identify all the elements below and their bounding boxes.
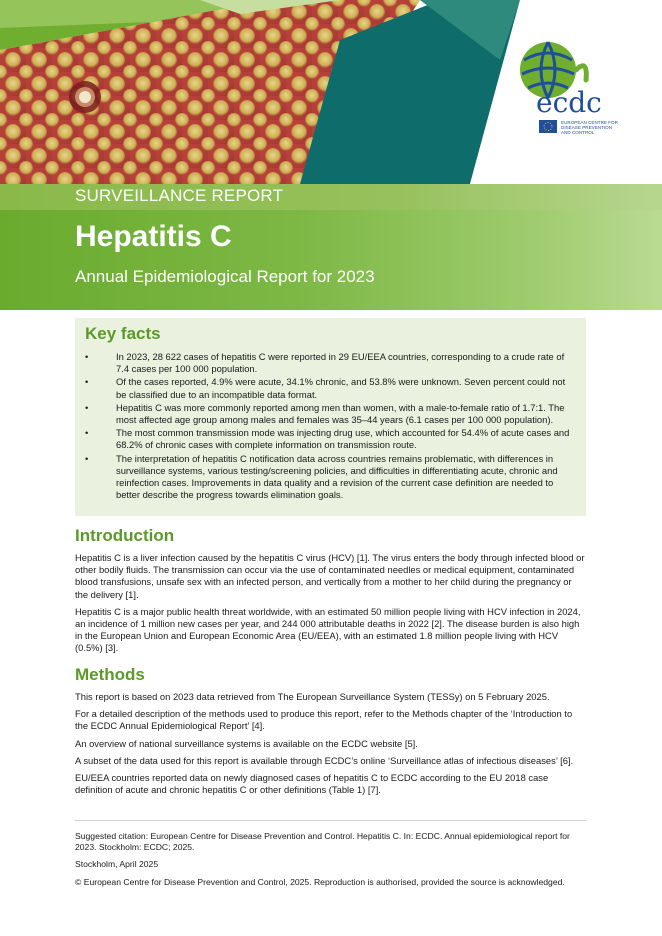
introduction-paragraph: Hepatitis C is a liver infection caused by the hepatitis C virus (HCV) [1]. The virus enters the body through infected blood or other bodily fluids. The transmission can occur via the use of contaminated needles or medical equipment, contaminated blood transfusions, unsafe sex with an infected person, and vertically from a mother to her child during the pregnancy or the delivery [1].: [75, 552, 585, 600]
bullet-icon: •: [85, 401, 89, 413]
key-fact-item: • The most common transmission mode was injecting drug use, which accounted for 54.4% of acute cases and 68.2% of chronic cases with complete information on transmission route.: [85, 427, 570, 451]
footer: [75, 820, 587, 894]
methods-paragraph: For a detailed description of the methods used to produce this report, refer to the Methods chapter of the ‘Introduction to the ECDC Annual Epidemiological Report’ [4].: [75, 708, 573, 732]
key-fact-item: • Hepatitis C was more commonly reported among men than women, with a male-to-female ratio of 1.7:1. The most affected age group among males and females was 35–44 years (6.1 cases per 100 000 population).: [85, 401, 565, 426]
bullet-icon: •: [85, 376, 89, 388]
introduction-section: [75, 526, 587, 660]
methods-paragraph: This report is based on 2023 data retrieved from The European Surveillance System (TESSy) on 5 February 2025.: [75, 691, 550, 702]
suggested-citation: Suggested citation: European Centre for Disease Prevention and Control. Hepatitis C. In: ECDC. Annual epidemiological report for 2023. Stockholm: ECDC; 2025.: [75, 831, 570, 853]
svg-text:DISEASE PREVENTION: DISEASE PREVENTION: [561, 125, 613, 130]
bullet-icon: •: [85, 427, 89, 439]
key-facts-box: [75, 318, 586, 516]
methods-paragraph: EU/EEA countries reported data on newly diagnosed cases of hepatitis C to ECDC according to the EU 2018 case definition of acute and chronic hepatitis C or other definitions (Table 1) [7].: [75, 772, 549, 796]
eu-flag-icon: [539, 120, 557, 133]
bullet-icon: •: [85, 452, 89, 464]
copyright: © European Centre for Disease Prevention and Control, 2025. Reproduction is authorised, provided the source is acknowledged.: [75, 876, 565, 887]
svg-text:AND CONTROL: AND CONTROL: [561, 130, 595, 135]
ecdc-logo: [514, 40, 626, 140]
key-fact-item: • In 2023, 28 622 cases of hepatitis C were reported in 29 EU/EEA countries, corresponding to a crude rate of 7.4 cases per 100 000 population.: [85, 351, 565, 375]
key-facts-list: [85, 351, 576, 501]
place-date: Stockholm, April 2025: [75, 859, 159, 870]
methods-paragraph: An overview of national surveillance systems is available on the ECDC website [5].: [75, 737, 418, 749]
methods-heading: Methods: [75, 665, 145, 684]
key-facts-heading: Key facts: [85, 324, 161, 343]
report-type: SURVEILLANCE REPORT: [75, 186, 284, 205]
introduction-heading: Introduction: [75, 526, 175, 545]
svg-text:EUROPEAN CENTRE FOR: EUROPEAN CENTRE FOR: [561, 120, 618, 125]
key-fact-item: • Of the cases reported, 4.9% were acute, 34.1% chronic, and 53.8% were unknown. Seven percent could not be classified due to an incompatible data format.: [85, 376, 566, 400]
page-title: Hepatitis C: [75, 220, 232, 253]
introduction-paragraph: Hepatitis C is a major public health threat worldwide, with an estimated 50 million people living with HCV infection in 2024, an incidence of 1 million new cases per year, and 244 000 attributable deaths in 2022 [2]. The disease burden is also high in the European Union and European Economic Area (EU/EEA), with an estimated 1.8 million people living with HCV (0.5%) [3].: [75, 605, 581, 654]
cover-header: [0, 0, 662, 184]
methods-section: [75, 665, 587, 801]
ecdc-wordmark: ecdc: [536, 86, 602, 119]
key-fact-item: • The interpretation of hepatitis C notification data across countries remains problematic, with differences in surveillance systems, various testing/screening policies, and difficulties in differentiating acute, chronic and reinfection cases. Improvements in data quality and a revision of the current case definition are needed to better describe the progress towards elimination goals.: [85, 452, 558, 501]
page-subtitle: Annual Epidemiological Report for 2023: [75, 267, 375, 286]
methods-paragraph: A subset of the data used for this report is available through ECDC’s online ‘Surveillance atlas of infectious diseases’ [6].: [75, 754, 574, 766]
bullet-icon: •: [85, 351, 89, 362]
